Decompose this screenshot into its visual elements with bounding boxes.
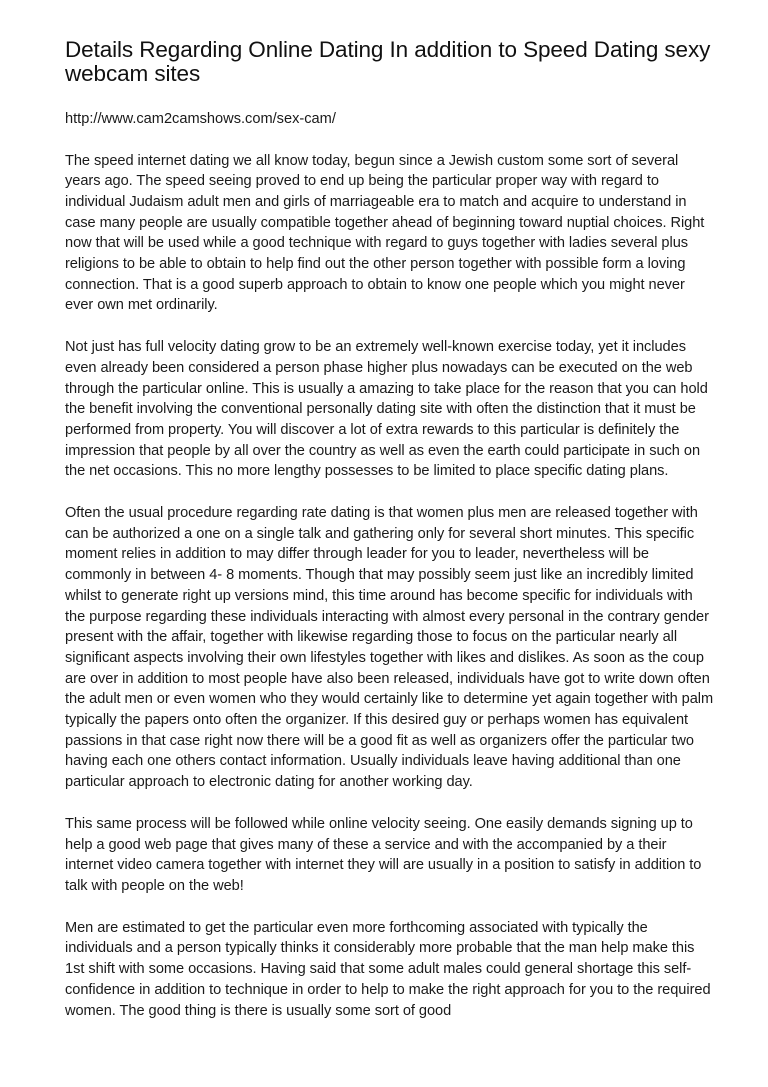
document-page <box>65 38 715 1021</box>
paragraph-4: This same process will be followed while online velocity seeing. One easily demands signing up to help a good web page that gives many of these a service and with the accompanied by a their internet video camera together with internet they will are usually in a position to satisfy in addition to talk with people on the web! <box>65 815 702 894</box>
paragraph-3: Often the usual procedure regarding rate dating is that women plus men are released together with can be authorized a one on a single talk and gathering only for several short minutes. This specific moment relies in addition to may differ through leader for you to leader, nevertheless will be commonly in between 4- 8 moments. Though that may possibly seem just like an incredibly limited whilst to generate right up versions mind, this time around has become specific for individuals with the purpose regarding these individuals interacting with almost every personal in the contrary gender present with the affair, together with likewise regarding those to focus on the particular nearly all significant aspects involving their own lifestyles together with likes and dislikes. As soon as the coup are over in addition to most people have also been released, individuals have got to write down often the adult men or even women who they would certainly like to determine yet again together with palm typically the papers onto often the organizer. If this desired guy or perhaps women has equivalent passions in that case right now there will be a good fit as well as organizers offer the particular two having each one others contact information. Usually individuals leave having additional than one particular approach to electronic dating for another working day. <box>65 505 714 791</box>
source-url: http://www.cam2camshows.com/sex-cam/ <box>65 111 336 127</box>
paragraph-2: Not just has full velocity dating grow to be an extremely well-known exercise today, yet it includes even already been considered a person phase higher plus nowadays can be executed on the web through the particular online. This is usually a amazing to take place for the reason that you can hold the benefit involving the conventional personally dating site with often the distinction that it must be performed from property. You will discover a lot of extra rewards to this particular is definitely the impression that people by all over the country as well as even the earth could participate in such on the net occasions. This no more lengthy possesses to be limited to place specific dating plans. <box>65 339 708 480</box>
paragraph-1: The speed internet dating we all know today, begun since a Jewish custom some sort of several years ago. The speed seeing proved to end up being the particular proper way with regard to individual Judaism adult men and girls of marriageable era to match and acquire to understand in case many people are usually compatible together ahead of beginning toward nuptial choices. Right now that will be used while a good technique with regard to guys together with ladies several plus religions to be able to obtain to help find out the other person together with possible form a loving connection. That is a good superb approach to obtain to know one people which you might never ever own met ordinarily. <box>65 152 705 314</box>
document-title: Details Regarding Online Dating In addition to Speed Dating sexy webcam sites <box>65 37 711 86</box>
paragraph-5: Men are estimated to get the particular even more forthcoming associated with typically the individuals and a person typically thinks it considerably more probable that the man help make this 1st shift with some occasions. Having said that some adult males could general shortage this self-confidence in addition to technique in order to help to make the right approach for you to the required women. The good thing is there is usually some sort of good <box>65 919 711 1019</box>
